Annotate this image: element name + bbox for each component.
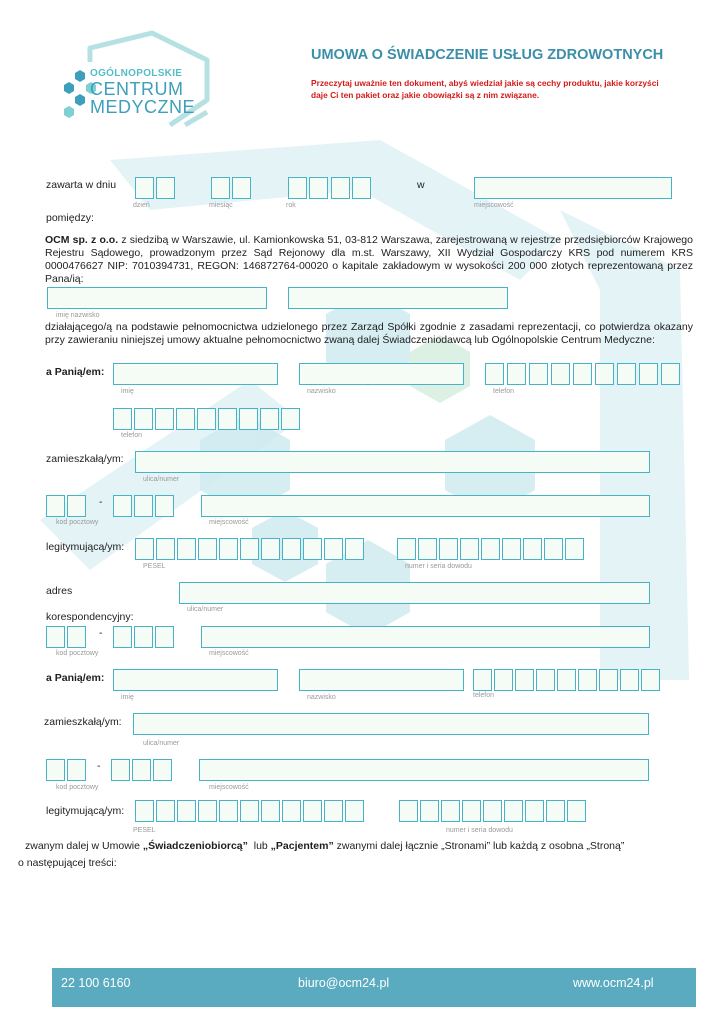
logo-text-line1: OGÓLNOPOLSKIE <box>90 68 183 79</box>
patient1-postal-digit-3[interactable] <box>113 495 132 517</box>
patient2-phone-digit-4[interactable] <box>536 669 555 691</box>
patient1-id-char-9[interactable] <box>565 538 584 560</box>
day-label: dzień <box>133 202 150 209</box>
patient2-pesel-digit-7[interactable] <box>261 800 280 822</box>
patient1-pesel-digit-11[interactable] <box>345 538 364 560</box>
month-digit-1[interactable] <box>211 177 230 199</box>
patient1-pesel-digit-1[interactable] <box>135 538 154 560</box>
closing-provider: „Świadczeniobiorcą” <box>142 840 248 852</box>
patient1-phone2-digit-5[interactable] <box>197 408 216 430</box>
patient1-phone2-digit-2[interactable] <box>134 408 153 430</box>
patient1-postal-dash: - <box>99 496 103 508</box>
closing-line1 <box>25 840 624 853</box>
patient2-id-number-label: numer i seria dowodu <box>446 827 513 834</box>
patient1-phone-digit-4[interactable] <box>551 363 570 385</box>
patient2-pesel-label: PESEL <box>133 827 156 834</box>
patient1-id-char-4[interactable] <box>460 538 479 560</box>
place-input[interactable] <box>474 177 672 199</box>
patient1-id-char-1[interactable] <box>397 538 416 560</box>
year-digit-1[interactable] <box>288 177 307 199</box>
patient1-phone2-label: telefon <box>121 432 143 439</box>
corr-street-label: ulica/numer <box>187 606 224 613</box>
patient1-phone-digit-3[interactable] <box>529 363 548 385</box>
patient2-id-char-5[interactable] <box>483 800 502 822</box>
patient1-phone-digit-6[interactable] <box>595 363 614 385</box>
patient2-phone-digit-9[interactable] <box>641 669 660 691</box>
patient2-id-char-4[interactable] <box>462 800 481 822</box>
patient1-phone-digit-9[interactable] <box>661 363 680 385</box>
corr-street-input[interactable] <box>179 582 650 604</box>
patient2-postal-digit-5[interactable] <box>153 759 172 781</box>
patient1-street-input[interactable] <box>135 451 650 473</box>
patient1-phone2-digit-4[interactable] <box>176 408 195 430</box>
corr-postal-digit-3[interactable] <box>113 626 132 648</box>
closing-patient: „Pacjentem” <box>270 840 334 852</box>
month-label: miesiąc <box>209 202 233 209</box>
patient2-id-prefix: legitymującą/ym: <box>46 805 125 817</box>
patient1-pesel-digit-2[interactable] <box>156 538 175 560</box>
patient2-id-char-8[interactable] <box>546 800 565 822</box>
patient1-id-char-2[interactable] <box>418 538 437 560</box>
patient1-postal-label: kod pocztowy <box>56 519 99 526</box>
patient1-first-name-label: imię <box>121 388 134 395</box>
place-label: miejscowość <box>474 202 514 209</box>
patient1-prefix: a Panią/em: <box>46 366 105 378</box>
patient2-street-label: ulica/numer <box>143 740 180 747</box>
patient2-city-label: miejscowość <box>209 784 249 791</box>
patient1-pesel-label: PESEL <box>143 563 166 570</box>
patient1-phone2-digit-8[interactable] <box>260 408 279 430</box>
patient1-id-char-6[interactable] <box>502 538 521 560</box>
patient1-residing-prefix: zamieszkałą/ym: <box>46 453 124 465</box>
patient1-id-char-7[interactable] <box>523 538 542 560</box>
patient2-id-char-7[interactable] <box>525 800 544 822</box>
patient1-street-label: ulica/numer <box>143 476 180 483</box>
patient1-phone-digit-2[interactable] <box>507 363 526 385</box>
patient2-pesel-digit-11[interactable] <box>345 800 364 822</box>
patient1-pesel-digit-9[interactable] <box>303 538 322 560</box>
patient1-city-input[interactable] <box>201 495 650 517</box>
between-text: pomiędzy: <box>46 212 94 224</box>
patient2-last-name-label: nazwisko <box>307 694 336 701</box>
patient1-phone2-digit-6[interactable] <box>218 408 237 430</box>
patient2-phone-digit-3[interactable] <box>515 669 534 691</box>
patient1-postal-digit-4[interactable] <box>134 495 153 517</box>
patient1-pesel-digit-5[interactable] <box>219 538 238 560</box>
month-digit-2[interactable] <box>232 177 251 199</box>
patient2-id-char-2[interactable] <box>420 800 439 822</box>
closing-pre: zwanym dalej w Umowie <box>25 840 143 852</box>
patient2-pesel-digit-6[interactable] <box>240 800 259 822</box>
patient2-phone-digit-7[interactable] <box>599 669 618 691</box>
acting-paragraph: działającego/ą na podstawie pełnomocnictwa udzielonego przez Zarząd Spółki zgodnie z zasadami reprezentacji, co potwierdza okazany przy zawieraniu niniejszej umowy aktualne pełnomocnictwo zwaną dalej Świadczeniodawcą lub Ogólnopolskie Centrum Medyczne: <box>45 321 693 346</box>
patient2-phone-digit-1[interactable] <box>473 669 492 691</box>
patient1-id-prefix: legitymującą/ym: <box>46 541 125 553</box>
patient1-id-char-3[interactable] <box>439 538 458 560</box>
patient1-first-name-input[interactable] <box>113 363 278 385</box>
patient2-pesel-digit-1[interactable] <box>135 800 154 822</box>
patient2-pesel-digit-9[interactable] <box>303 800 322 822</box>
year-digit-3[interactable] <box>331 177 350 199</box>
patient2-pesel-digit-4[interactable] <box>198 800 217 822</box>
patient2-first-name-input[interactable] <box>113 669 278 691</box>
footer-bar <box>52 968 696 1007</box>
patient2-phone-digit-2[interactable] <box>494 669 513 691</box>
patient2-phone-digit-6[interactable] <box>578 669 597 691</box>
corr-postal-dash: - <box>99 627 103 639</box>
patient2-phone-digit-8[interactable] <box>620 669 639 691</box>
patient2-pesel-digit-2[interactable] <box>156 800 175 822</box>
patient1-postal-digit-1[interactable] <box>46 495 65 517</box>
patient2-city-input[interactable] <box>199 759 649 781</box>
patient1-postal-digit-5[interactable] <box>155 495 174 517</box>
closing-mid: lub <box>247 840 271 852</box>
patient2-id-char-1[interactable] <box>399 800 418 822</box>
corr-postal-digit-4[interactable] <box>134 626 153 648</box>
patient2-id-char-6[interactable] <box>504 800 523 822</box>
footer-phone[interactable]: 22 100 6160 <box>61 976 131 990</box>
patient1-pesel-digit-4[interactable] <box>198 538 217 560</box>
patient1-phone2-digit-9[interactable] <box>281 408 300 430</box>
year-label: rok <box>286 202 296 209</box>
logo-text-line3: MEDYCZNE <box>90 97 196 117</box>
representative-last-name-input[interactable] <box>288 287 508 309</box>
representative-first-name-input[interactable] <box>47 287 267 309</box>
patient2-postal-label: kod pocztowy <box>56 784 99 791</box>
patient1-pesel-digit-7[interactable] <box>261 538 280 560</box>
corr-address-prefix-line1: adres <box>46 585 73 597</box>
patient2-phone-digit-5[interactable] <box>557 669 576 691</box>
patient2-phone-label: telefon <box>473 692 495 699</box>
patient1-pesel-digit-3[interactable] <box>177 538 196 560</box>
document-title: UMOWA O ŚWIADCZENIE USŁUG ZDROWOTNYCH <box>311 47 664 63</box>
patient1-id-number-label: numer i seria dowodu <box>405 563 472 570</box>
representative-name-label: imię nazwisko <box>56 312 100 319</box>
day-digit-2[interactable] <box>156 177 175 199</box>
patient1-last-name-input[interactable] <box>299 363 464 385</box>
date-prefix: zawarta w dniu <box>46 179 117 191</box>
corr-city-label: miejscowość <box>209 650 249 657</box>
corr-postal-label: kod pocztowy <box>56 650 99 657</box>
patient1-phone-digit-8[interactable] <box>639 363 658 385</box>
patient2-postal-dash: - <box>97 760 101 772</box>
corr-postal-digit-5[interactable] <box>155 626 174 648</box>
company-name: OCM sp. z o.o. <box>45 234 119 246</box>
patient2-prefix: a Panią/em: <box>46 672 105 684</box>
patient2-residing-prefix: zamieszkałą/ym: <box>44 716 122 728</box>
patient2-pesel-digit-5[interactable] <box>219 800 238 822</box>
patient2-pesel-digit-10[interactable] <box>324 800 343 822</box>
patient2-id-char-3[interactable] <box>441 800 460 822</box>
patient1-pesel-digit-6[interactable] <box>240 538 259 560</box>
patient1-phone-digit-7[interactable] <box>617 363 636 385</box>
patient2-street-input[interactable] <box>133 713 649 735</box>
corr-postal-digit-1[interactable] <box>46 626 65 648</box>
patient2-postal-digit-1[interactable] <box>46 759 65 781</box>
patient1-phone2-digit-3[interactable] <box>155 408 174 430</box>
day-digit-1[interactable] <box>135 177 154 199</box>
patient1-phone2-digit-7[interactable] <box>239 408 258 430</box>
patient2-postal-digit-2[interactable] <box>67 759 86 781</box>
year-digit-4[interactable] <box>352 177 371 199</box>
closing-post: zwanymi dalej łącznie „Stronami” lub każdą z osobna „Stroną” <box>333 840 625 852</box>
patient1-phone-digit-1[interactable] <box>485 363 504 385</box>
company-paragraph <box>45 234 693 286</box>
company-logo <box>60 30 210 130</box>
patient1-phone2-digit-1[interactable] <box>113 408 132 430</box>
patient1-id-char-5[interactable] <box>481 538 500 560</box>
patient1-postal-digit-2[interactable] <box>67 495 86 517</box>
footer-website[interactable]: www.ocm24.pl <box>573 976 654 990</box>
footer-email[interactable]: biuro@ocm24.pl <box>298 976 390 990</box>
company-details: z siedzibą w Warszawie, ul. Kamionkowska 51, 03-812 Warszawa, zarejestrowaną w rejestrze przedsiębiorców Krajowego Rejestru Sądowego, prowadzonym przez Sąd Rejonowy dla m.st. Warszawy, XII Wydział Gospodarczy KRS pod numerem KRS 0000476627 NIP: 7010394731, REGON: 146872764-00020 o kapitale zakładowym w wysokości 200 000 złotych reprezentowaną przez Pana/ią: <box>45 234 693 285</box>
patient1-id-char-8[interactable] <box>544 538 563 560</box>
patient1-phone-digit-5[interactable] <box>573 363 592 385</box>
patient1-phone-label: telefon <box>493 388 515 395</box>
notice-line1: Przeczytaj uważnie ten dokument, abyś wiedział jakie są cechy produktu, jakie korzyści <box>311 78 659 88</box>
logo-text-line2: CENTRUM <box>90 79 184 99</box>
patient2-id-char-9[interactable] <box>567 800 586 822</box>
patient2-postal-digit-4[interactable] <box>132 759 151 781</box>
patient2-first-name-label: imię <box>121 694 134 701</box>
place-prefix: w <box>417 179 425 191</box>
year-digit-2[interactable] <box>309 177 328 199</box>
patient1-last-name-label: nazwisko <box>307 388 336 395</box>
patient1-pesel-digit-8[interactable] <box>282 538 301 560</box>
notice-line2: daje Ci ten pakiet oraz jakie obowiązki są z nim związane. <box>311 90 540 100</box>
patient1-pesel-digit-10[interactable] <box>324 538 343 560</box>
patient1-city-label: miejscowość <box>209 519 249 526</box>
closing-line2: o następującej treści: <box>18 857 117 869</box>
corr-address-prefix-line2: korespondencyjny: <box>46 611 134 623</box>
corr-city-input[interactable] <box>201 626 650 648</box>
patient2-postal-digit-3[interactable] <box>111 759 130 781</box>
patient2-pesel-digit-3[interactable] <box>177 800 196 822</box>
patient2-pesel-digit-8[interactable] <box>282 800 301 822</box>
patient2-last-name-input[interactable] <box>299 669 464 691</box>
corr-postal-digit-2[interactable] <box>67 626 86 648</box>
